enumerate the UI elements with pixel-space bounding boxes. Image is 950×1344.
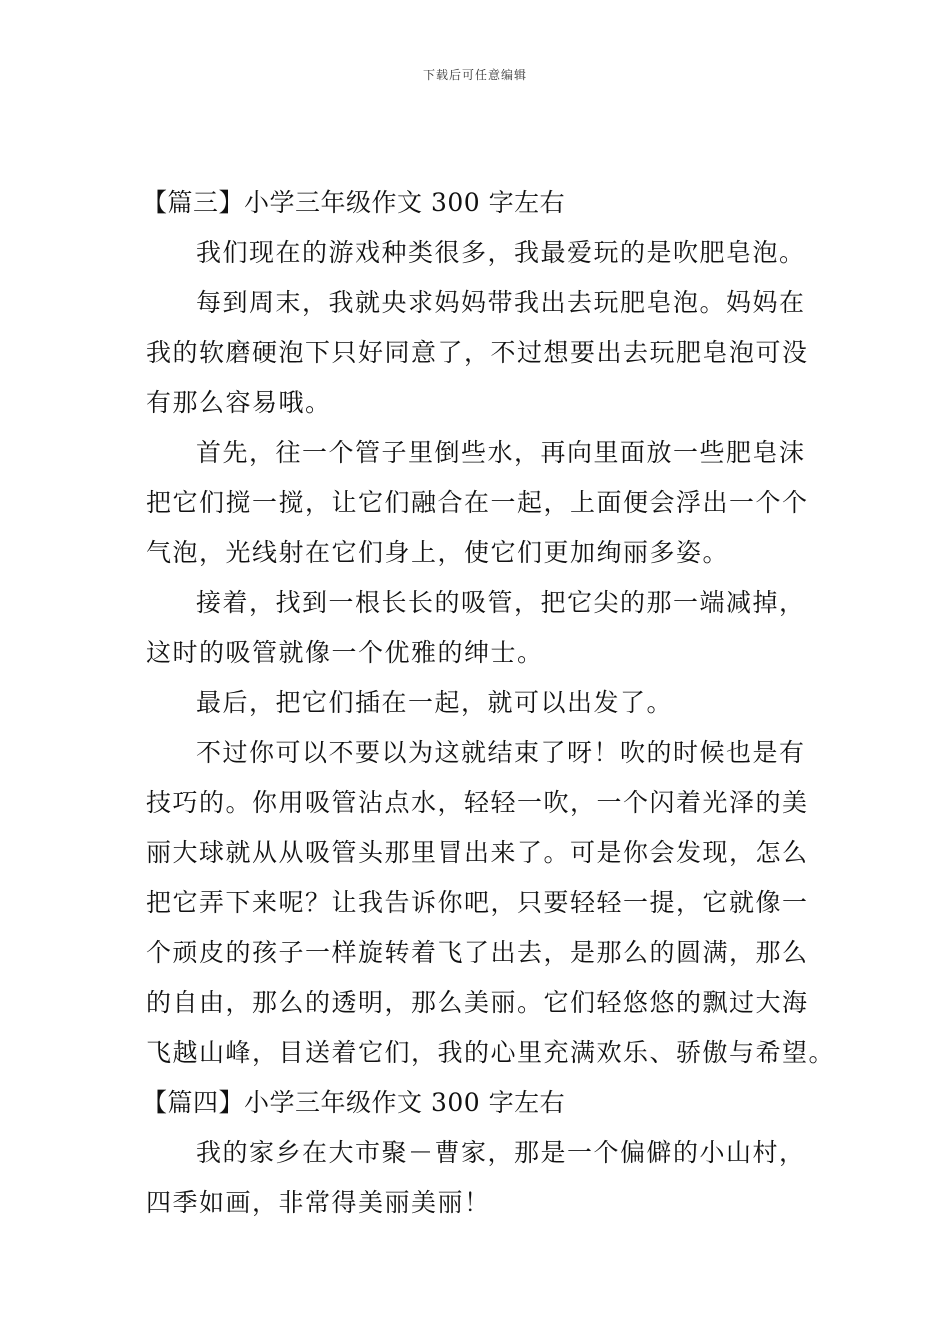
paragraph-line: 把它们搅一搅，让它们融合在一起，上面便会浮出一个个 xyxy=(146,488,809,517)
paragraph-line: 气泡，光线射在它们身上，使它们更加绚丽多姿。 xyxy=(146,538,730,567)
paragraph-line: 不过你可以不要以为这就结束了呀！吹的时候也是有 xyxy=(196,738,806,767)
paragraph-line: 我的家乡在大市聚－曹家，那是一个偏僻的小山村， xyxy=(196,1138,806,1167)
paragraph-line: 最后，把它们插在一起，就可以出发了。 xyxy=(196,688,674,717)
paragraph-line: 技巧的。你用吸管沾点水，轻轻一吹，一个闪着光泽的美 xyxy=(146,788,809,817)
paragraph-line: 的自由，那么的透明，那么美丽。它们轻悠悠的飘过大海 xyxy=(146,988,809,1017)
paragraph-line: 丽大球就从从吸管头那里冒出来了。可是你会发现，怎么 xyxy=(146,838,809,867)
header-note: 下载后可任意编辑 xyxy=(422,68,527,82)
paragraph-line: 首先，往一个管子里倒些水，再向里面放一些肥皂沫 xyxy=(196,438,806,467)
paragraph-line: 个顽皮的孩子一样旋转着飞了出去，是那么的圆满，那么 xyxy=(146,938,809,967)
paragraph-line: 我的软磨硬泡下只好同意了，不过想要出去玩肥皂泡可没 xyxy=(146,338,809,367)
paragraph-line: 飞越山峰，目送着它们，我的心里充满欢乐、骄傲与希望。 xyxy=(146,1038,836,1067)
paragraph-line: 接着，找到一根长长的吸管，把它尖的那一端减掉， xyxy=(196,588,806,617)
paragraph-line: 每到周末，我就央求妈妈带我出去玩肥皂泡。妈妈在 xyxy=(196,288,806,317)
paragraph-line: 这时的吸管就像一个优雅的绅士。 xyxy=(146,638,544,667)
article-body xyxy=(142,178,836,1228)
paragraph-line: 我们现在的游戏种类很多，我最爱玩的是吹肥皂泡。 xyxy=(196,238,806,267)
paragraph-line: 四季如画，非常得美丽美丽！ xyxy=(146,1188,491,1217)
paragraph-line: 有那么容易哦。 xyxy=(146,388,332,417)
section-heading-4: 【篇四】小学三年级作文 300 字左右 xyxy=(142,1088,566,1117)
section-heading-3: 【篇三】小学三年级作文 300 字左右 xyxy=(142,188,566,217)
paragraph-line: 把它弄下来呢？让我告诉你吧，只要轻轻一提，它就像一 xyxy=(146,888,809,917)
